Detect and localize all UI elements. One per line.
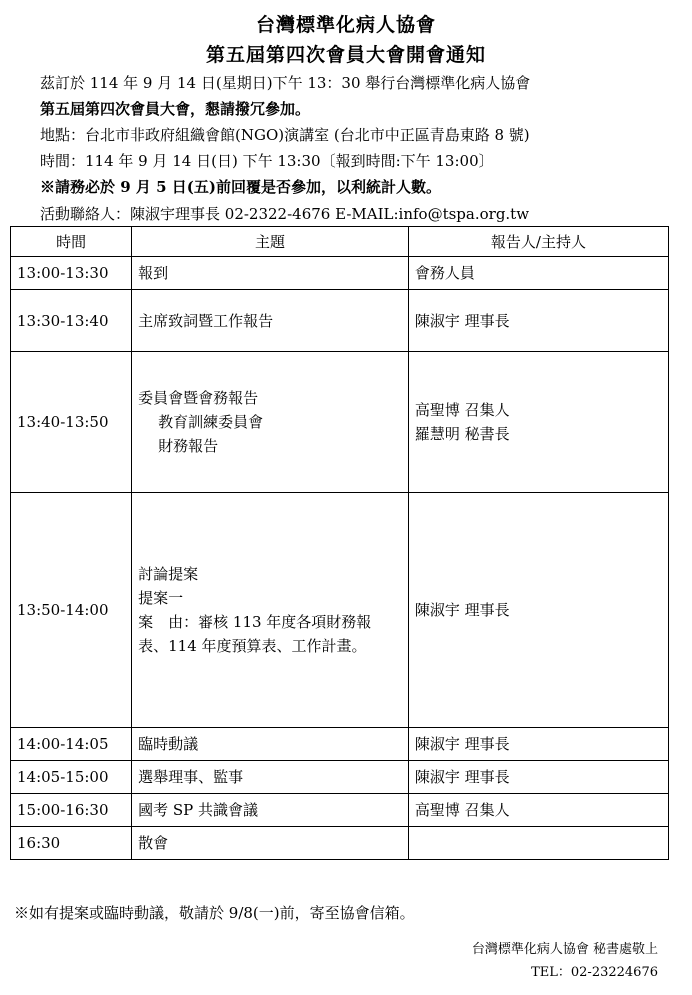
reporter-line: 陳淑宇 理事長 — [414, 735, 510, 753]
footnote: ※如有提案或臨時動議，敬請於 9/8(一)前，寄至協會信箱。 — [14, 904, 415, 922]
cell-reporter — [408, 794, 668, 827]
table-row — [11, 794, 669, 827]
table-row — [11, 493, 669, 728]
intro-contact: 活動聯絡人：陳淑宇理事長 02-2322-4676 E-MAIL:info@tspa.org.tw — [40, 205, 530, 223]
title-meeting: 第五屆第四次會員大會開會通知 — [205, 44, 486, 66]
cell-reporter — [408, 493, 668, 728]
topic-line: 選舉理事、監事 — [138, 768, 244, 786]
cell-reporter — [408, 290, 668, 352]
table-row — [11, 728, 669, 761]
header-time: 時間 — [11, 227, 132, 257]
table-row — [11, 827, 669, 860]
telephone: TEL：02-23224676 — [531, 965, 658, 980]
cell-reporter — [408, 761, 668, 794]
topic-line: 主席致詞暨工作報告 — [138, 311, 274, 330]
topic-line: 國考 SP 共識會議 — [138, 801, 259, 819]
cell-time: 13:40-13:50 — [11, 352, 132, 493]
cell-time: 14:00-14:05 — [11, 728, 132, 761]
reporter-line: 陳淑宇 理事長 — [414, 601, 510, 619]
reporter-line: 羅慧明 秘書長 — [414, 425, 510, 443]
topic-line: 提案一 — [138, 589, 184, 607]
cell-topic — [132, 794, 409, 827]
cell-time: 15:00-16:30 — [11, 794, 132, 827]
topic-line: 財務報告 — [158, 437, 219, 455]
table-header-row — [11, 227, 669, 257]
topic-line: 案 由：審核 113 年度各項財務報 — [138, 613, 372, 631]
signature: 台灣標準化病人協會 秘書處敬上 — [471, 942, 658, 957]
header-reporter: 報告人/主持人 — [408, 227, 668, 257]
intro-line-1: 茲訂於 114 年 9 月 14 日(星期日)下午 13：30 舉行台灣標準化病人協會 — [40, 74, 531, 92]
reporter-line: 高聖博 召集人 — [414, 801, 510, 819]
agenda-table — [10, 226, 669, 860]
cell-topic — [132, 290, 409, 352]
topic-line: 散會 — [138, 834, 169, 852]
cell-reporter — [408, 728, 668, 761]
table-row — [11, 352, 669, 493]
topic-line: 臨時動議 — [138, 735, 199, 753]
title-org: 台灣標準化病人協會 — [255, 14, 436, 36]
cell-topic — [132, 493, 409, 728]
cell-topic — [132, 257, 409, 290]
cell-reporter — [408, 257, 668, 290]
intro-location: 地點：台北市非政府組織會館(NGO)演講室 (台北市中正區青島東路 8 號) — [40, 126, 530, 144]
cell-time: 13:30-13:40 — [11, 290, 132, 352]
cell-topic — [132, 728, 409, 761]
topic-line: 委員會暨會務報告 — [138, 389, 259, 407]
header-topic: 主題 — [132, 227, 409, 257]
cell-time: 14:05-15:00 — [11, 761, 132, 794]
topic-line: 表、114 年度預算表、工作計畫。 — [138, 637, 367, 655]
topic-line: 討論提案 — [138, 565, 199, 583]
topic-line: 教育訓練委員會 — [158, 413, 264, 431]
table-row — [11, 257, 669, 290]
cell-topic — [132, 827, 409, 860]
reporter-line: 會務人員 — [414, 264, 475, 282]
reporter-line: 高聖博 召集人 — [414, 401, 510, 419]
cell-time: 13:50-14:00 — [11, 493, 132, 728]
intro-time: 時間：114 年 9 月 14 日(日) 下午 13:30〔報到時間:下午 13:00〕 — [40, 152, 494, 170]
cell-reporter — [408, 827, 668, 860]
intro-reply-deadline: ※請務必於 9 月 5 日(五)前回覆是否參加，以利統計人數。 — [40, 178, 441, 196]
table-row — [11, 290, 669, 352]
topic-line: 報到 — [138, 264, 169, 282]
intro-line-2: 第五屆第四次會員大會，懇請撥冗參加。 — [40, 100, 311, 118]
cell-topic — [132, 761, 409, 794]
cell-reporter — [408, 352, 668, 493]
reporter-line: 陳淑宇 理事長 — [414, 768, 510, 786]
cell-time: 16:30 — [11, 827, 132, 860]
reporter-line: 陳淑宇 理事長 — [414, 311, 510, 330]
cell-time: 13:00-13:30 — [11, 257, 132, 290]
table-row — [11, 761, 669, 794]
cell-topic — [132, 352, 409, 493]
